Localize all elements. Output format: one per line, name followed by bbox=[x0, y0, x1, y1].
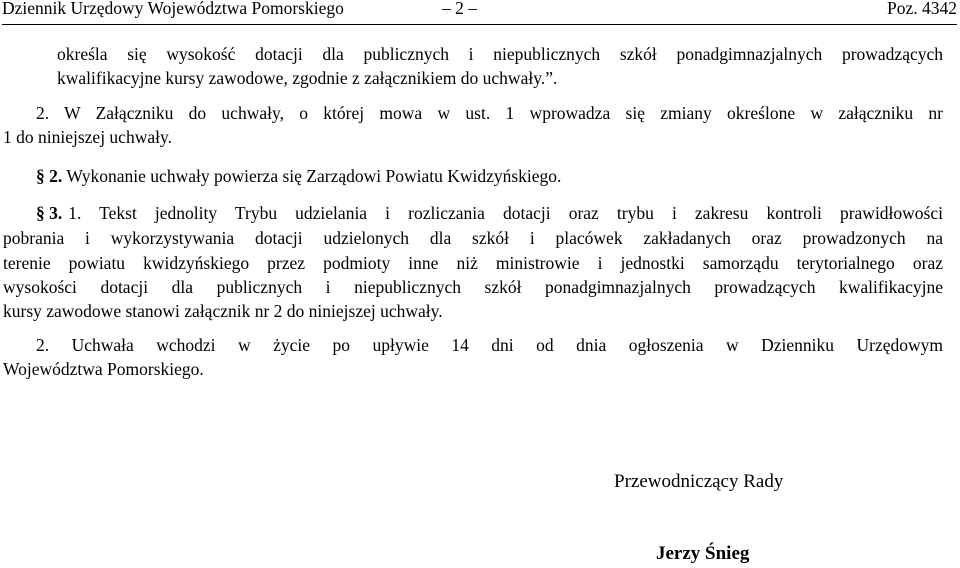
paragraph-line: Województwa Pomorskiego. bbox=[3, 359, 204, 379]
paragraph-line: 2. Uchwała wchodzi w życie po upływie 14 dni od dnia ogłoszenia w Dzienniku Urzędowym bbox=[36, 335, 943, 355]
section-3-first-line bbox=[36, 203, 943, 223]
paragraph-line: kwalifikacyjne kursy zawodowe, zgodnie z załącznikiem do uchwały.”. bbox=[57, 68, 558, 88]
page-header bbox=[2, 0, 957, 25]
paragraph-line: 1 do niniejszej uchwały. bbox=[3, 127, 172, 147]
signature-title: Przewodniczący Rady bbox=[614, 471, 784, 492]
paragraph-line: terenie powiatu kwidzyńskiego przez podmioty inne niż ministrowie i jednostki samorządu terytorialnego oraz bbox=[3, 253, 943, 273]
section-2 bbox=[36, 166, 960, 186]
paragraph-line: 2. W Załączniku do uchwały, o której mowa w ust. 1 wprowadza się zmiany określone w załączniku nr bbox=[36, 103, 943, 123]
paragraph-line: wysokości dotacji dla publicznych i niepublicznych szkół ponadgimnazjalnych prowadzących kwalifikacyjne bbox=[3, 277, 943, 297]
section-mark: § 2. bbox=[36, 166, 63, 186]
paragraph-line: kursy zawodowe stanowi załącznik nr 2 do niniejszej uchwały. bbox=[3, 301, 443, 321]
section-text: Wykonanie uchwały powierza się Zarządowi Powiatu Kwidzyńskiego. bbox=[66, 166, 562, 186]
position-number: Poz. 4342 bbox=[887, 0, 957, 18]
paragraph-line: określa się wysokość dotacji dla publicznych i niepublicznych szkół ponadgimnazjalnych prowadzących bbox=[57, 44, 943, 64]
page-number: – 2 – bbox=[442, 0, 477, 18]
section-mark: § 3. bbox=[36, 203, 63, 223]
paragraph-line: 1. Tekst jednolity Trybu udzielania i rozliczania dotacji oraz trybu i zakresu kontroli prawidłowości bbox=[68, 203, 943, 223]
journal-title: Dziennik Urzędowy Województwa Pomorskiego bbox=[2, 0, 344, 18]
signature-name: Jerzy Śnieg bbox=[656, 543, 750, 564]
paragraph-line: pobrania i wykorzystywania dotacji udzielonych dla szkół i placówek zakładanych oraz prowadzonych na bbox=[3, 228, 943, 248]
